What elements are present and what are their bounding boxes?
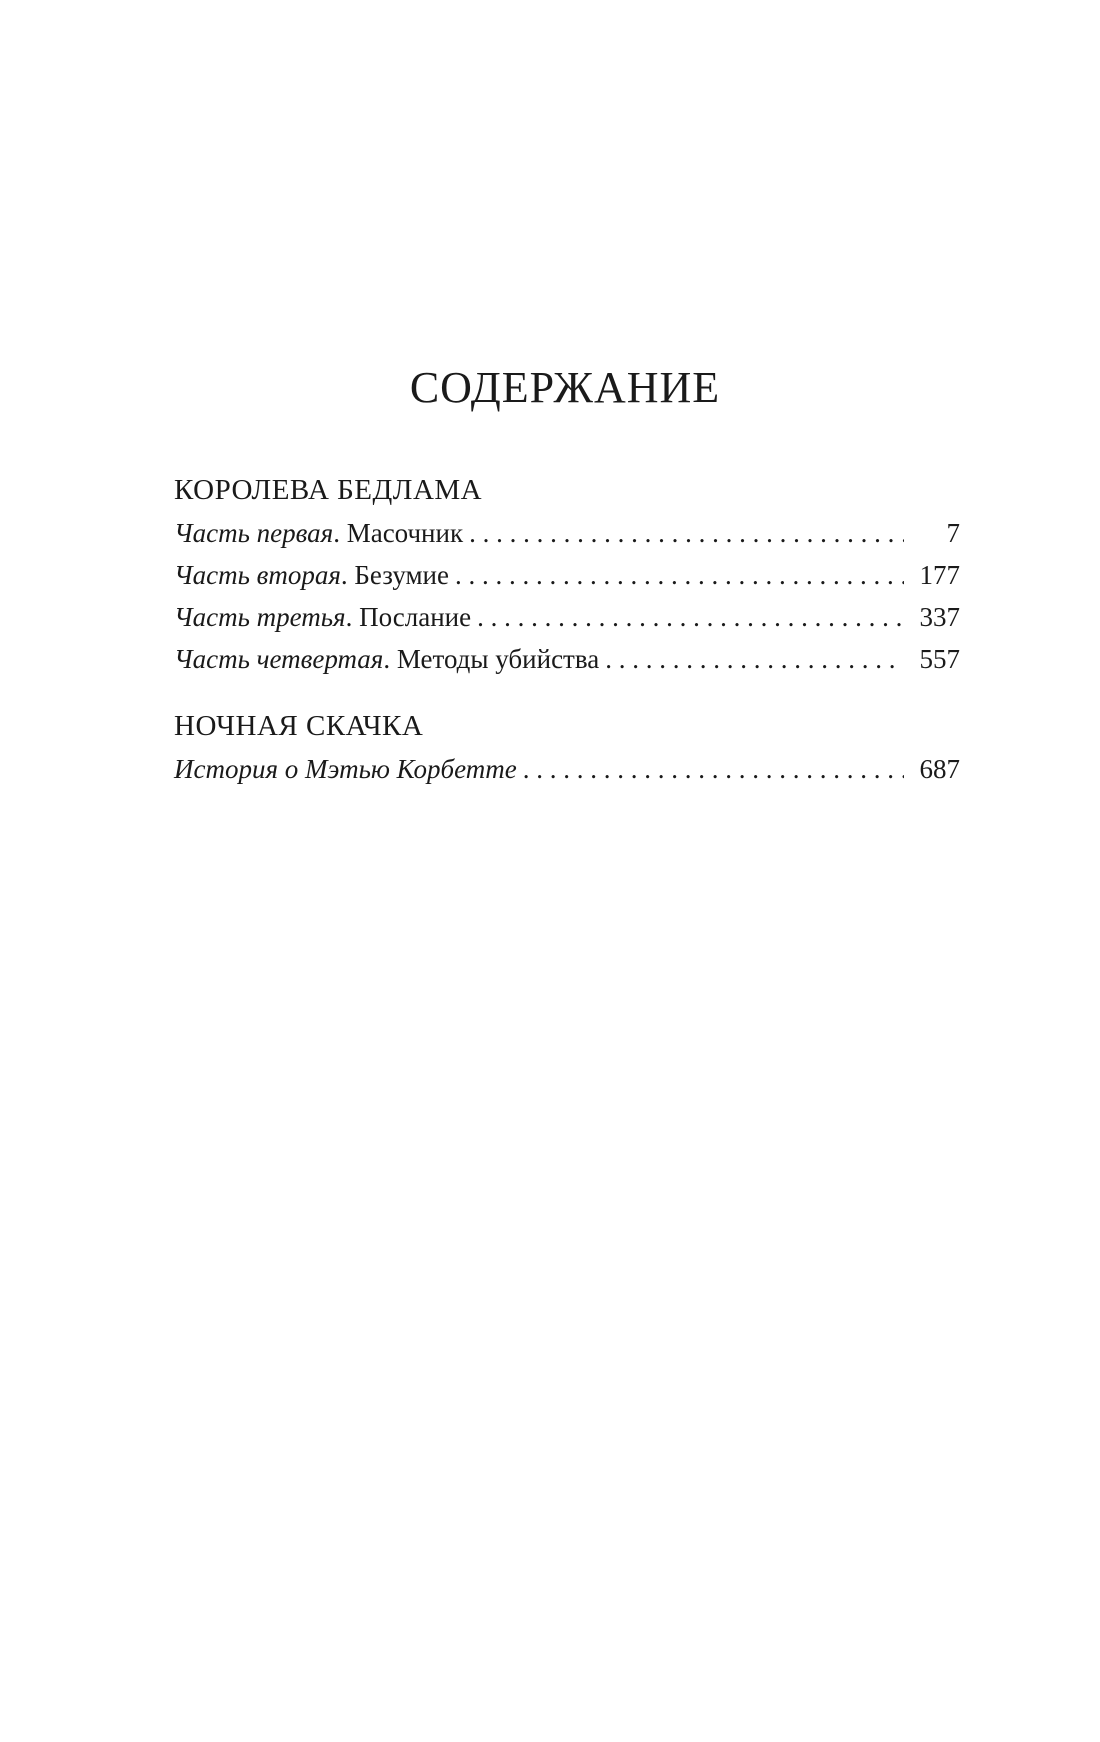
entry-subtitle: Послание	[359, 602, 472, 632]
dot-leader	[455, 554, 904, 596]
dot-leader	[477, 596, 904, 638]
entry-page-number: 177	[919, 560, 960, 590]
entry-part: Часть первая	[174, 518, 334, 548]
entry-page-number: 337	[919, 602, 960, 632]
dot-leader	[605, 638, 904, 680]
section-heading: НОЧНАЯ СКАЧКА	[174, 710, 424, 742]
entry-page-number: 7	[946, 518, 960, 548]
section-heading: КОРОЛЕВА БЕДЛАМА	[174, 474, 483, 506]
entry-part: Часть четвертая	[174, 644, 384, 674]
page-title: СОДЕРЖАНИЕ	[409, 363, 721, 412]
entry-part: История о Мэтью Корбетте	[174, 754, 517, 784]
entry-part: Часть третья	[174, 602, 346, 632]
toc-section-koroleva-bedlama	[174, 470, 960, 680]
toc-entry: Часть третья . Послание . . . 337	[174, 596, 960, 638]
dot-leader	[523, 748, 904, 790]
table-of-contents	[174, 470, 960, 816]
entry-part: Часть вторая	[174, 560, 341, 590]
entry-subtitle: Масочник	[346, 518, 464, 548]
toc-entry: Часть первая . Масочник . . . 7	[174, 512, 960, 554]
entry-subtitle: Безумие	[354, 560, 449, 590]
entry-page-number: 687	[919, 754, 960, 784]
dot-leader	[469, 512, 904, 554]
toc-entry	[174, 748, 960, 790]
toc-entry: Часть вторая . Безумие . . . 177	[174, 554, 960, 596]
toc-section-nochnaya-skachka	[174, 706, 960, 790]
entry-subtitle: Методы убийства	[396, 644, 600, 674]
entry-page-number: 557	[919, 644, 960, 674]
toc-entry: Часть четвертая . Методы убийства . . . 557	[174, 638, 960, 680]
